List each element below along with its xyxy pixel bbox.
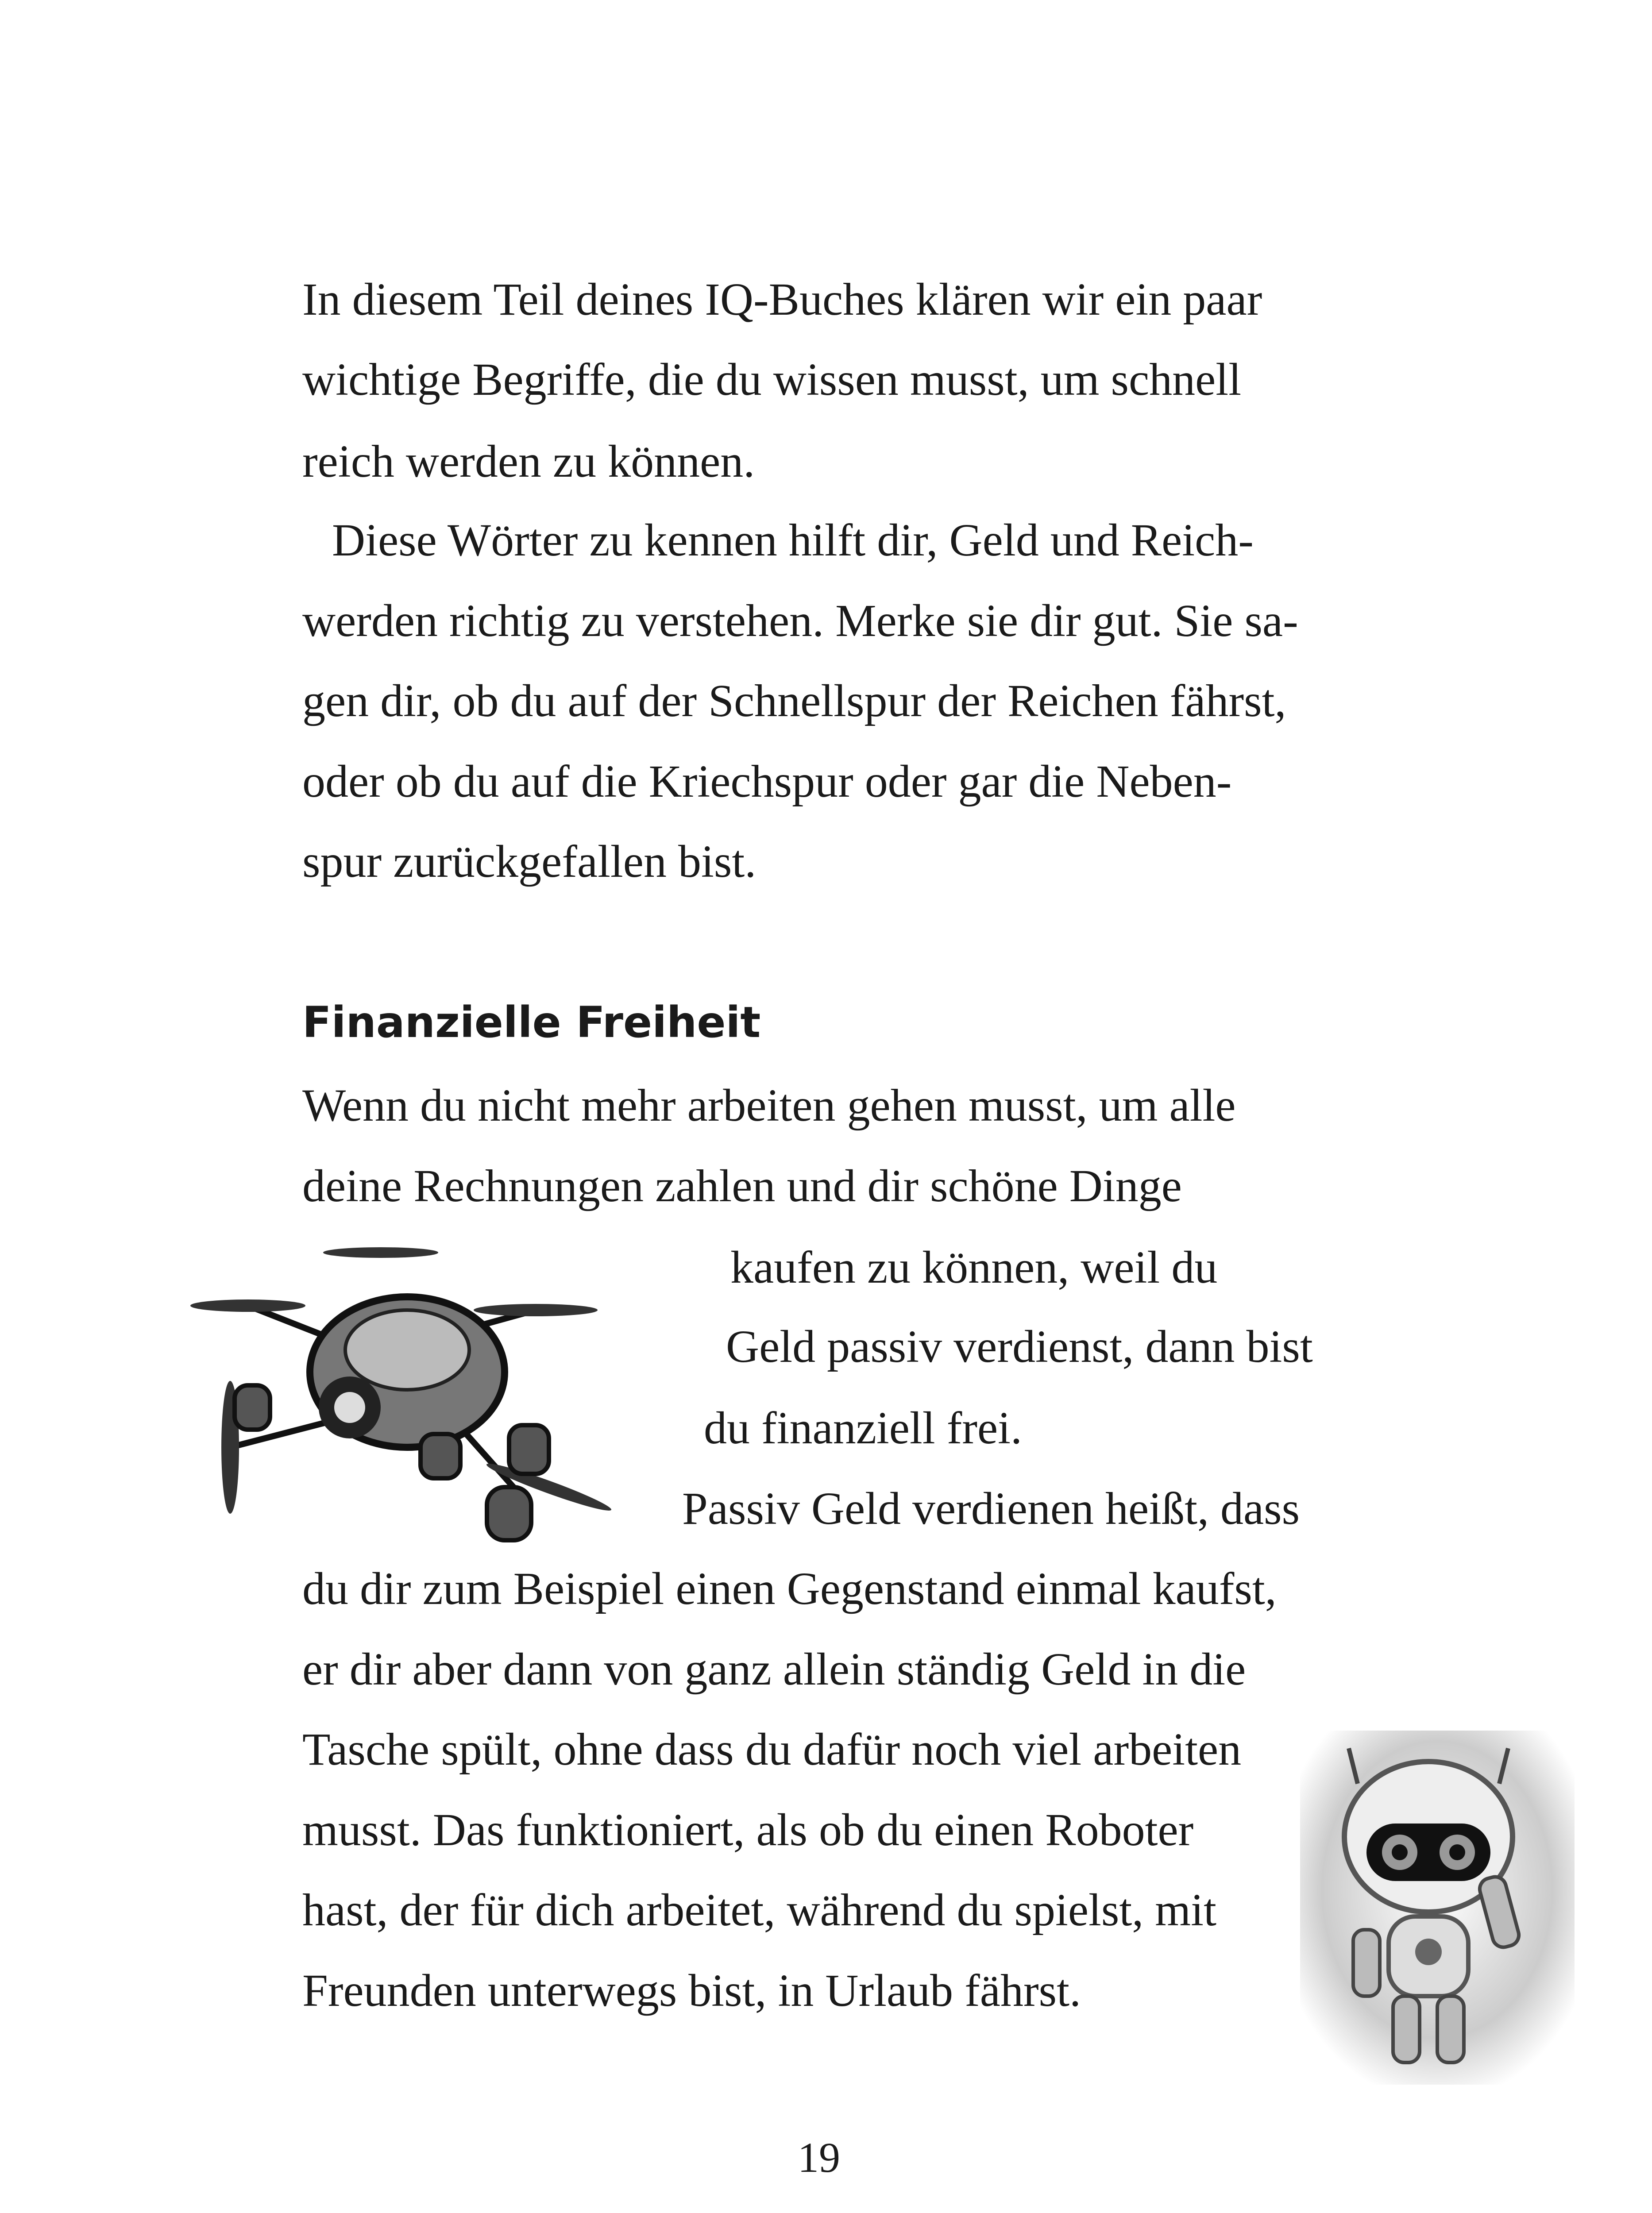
body-line: hast, der für dich arbeitet, während du spielst, mit <box>302 1885 1216 1935</box>
intro-line: reich werden zu können. <box>302 436 755 487</box>
section-heading: Finanzielle Freiheit <box>302 998 761 1047</box>
drone-illustration <box>159 1239 646 1545</box>
body-line: musst. Das funktioniert, als ob du einen Roboter <box>302 1804 1194 1855</box>
body-line: du dir zum Beispiel einen Gegenstand einmal kaufst, <box>302 1563 1277 1614</box>
body-line: Wenn du nicht mehr arbeiten gehen musst, um alle <box>302 1080 1236 1131</box>
body-line: Passiv Geld verdienen heißt, dass <box>682 1483 1300 1534</box>
page-number: 19 <box>798 2134 840 2181</box>
body-line: du finanziell frei. <box>704 1403 1023 1453</box>
body-line: deine Rechnungen zahlen und dir schöne Dinge <box>302 1160 1182 1211</box>
body-line: Tasche spült, ohne dass du dafür noch viel arbeiten <box>302 1724 1242 1775</box>
robot-illustration <box>1300 1731 1575 2085</box>
body-line: kaufen zu können, weil du <box>730 1242 1218 1293</box>
intro-line: oder ob du auf die Kriechspur oder gar die Neben- <box>302 756 1232 807</box>
intro-line: Diese Wörter zu kennen hilft dir, Geld und Reich- <box>332 515 1254 566</box>
intro-line: In diesem Teil deines IQ-Buches klären wir ein paar <box>302 274 1262 325</box>
intro-line: gen dir, ob du auf der Schnellspur der Reichen fährst, <box>302 675 1286 726</box>
intro-line: wichtige Begriffe, die du wissen musst, um schnell <box>302 354 1242 405</box>
intro-line: spur zurückgefallen bist. <box>302 836 757 887</box>
intro-line: werden richtig zu verstehen. Merke sie dir gut. Sie sa- <box>302 595 1298 646</box>
body-line: er dir aber dann von ganz allein ständig Geld in die <box>302 1644 1246 1695</box>
body-line: Geld passiv verdienst, dann bist <box>726 1321 1313 1372</box>
body-line: Freunden unterwegs bist, in Urlaub fährst. <box>302 1965 1081 2016</box>
